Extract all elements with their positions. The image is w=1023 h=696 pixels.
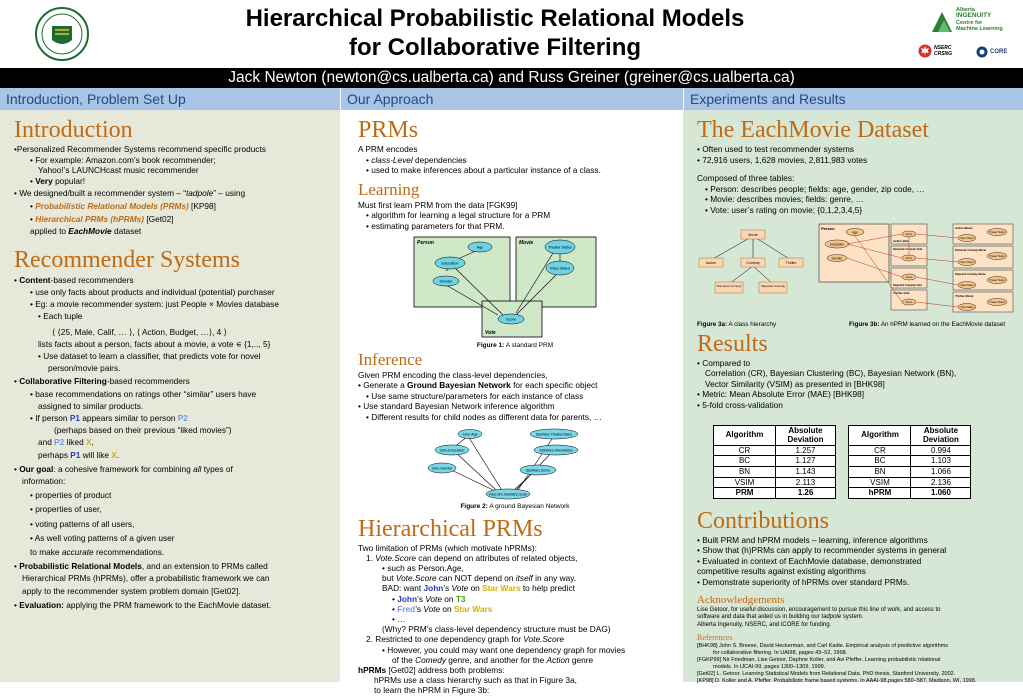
list-item: [FGKP99] Nir Friedman, Lise Getoor, Daphne Koller, and Avi Pfeffer. Learning probabilistic relational xyxy=(697,657,941,664)
svg-text:Movie: Movie xyxy=(748,232,758,237)
svg-text:Video Status: Video Status xyxy=(549,266,571,271)
section-header-right: Experiments and Results xyxy=(683,88,1023,110)
nserc-maple-icon xyxy=(918,44,932,58)
figure-3-hprm xyxy=(697,222,1021,320)
svg-text:Score: Score xyxy=(506,317,516,322)
svg-text:Romantic Comedy-Movie: Romantic Comedy-Movie xyxy=(955,248,986,252)
acknowledgements-text: Lise Getoor, for useful discussion, encouragement to pursue this line of work, and access to software and data that aided us in building our tadpole system. Alberta Ingenuity, NSERC, and iCORE for funding. xyxy=(697,606,941,628)
icore-logo-icon xyxy=(976,46,988,58)
results-table-hprm: Algorithm Absolute Deviation CR 0.994 BC 1.103 BN 1.066 VSIM 2.136 hPRM 1.060 xyxy=(848,425,971,499)
references-list xyxy=(697,643,1017,685)
svg-text:Theater Status: Theater Status xyxy=(989,254,1005,258)
figure-3a-caption: Figure 3a: A class hierarchy xyxy=(697,320,777,328)
contributions-text: • Built PRM and hPRM models – learning, inference algorithms • Show that (h)PRMs can apply to recommender systems in general • Evaluated in context of EachMovie database, demonstrated competitive results against existing algorithms • Demonstrate superiority of hPRMs over standard PRMs. xyxy=(697,534,947,588)
list-item: [Get02] L. Getoor. Learning Statistical Models from Relational Data. PhD thesis, Stanford University, 2002. xyxy=(697,671,956,678)
svg-text:Comedy: Comedy xyxy=(746,260,760,265)
results-tables xyxy=(697,425,1017,499)
acknowledgements-heading: Acknowledgements xyxy=(697,593,785,606)
column-introduction xyxy=(0,110,340,682)
svg-text:John.Education: John.Education xyxy=(439,448,465,453)
table-row: VSIM 2.113 xyxy=(714,477,836,488)
learning-text: Must first learn PRM from the data [FGK99] • algorithm for learning a legal structure for a PRM • estimating parameters for that PRM. xyxy=(358,199,551,231)
svg-text:StarWars.TheaterStatus: StarWars.TheaterStatus xyxy=(535,432,573,437)
contributions-heading: Contributions xyxy=(697,507,830,534)
svg-text:Thriller: Thriller xyxy=(785,260,797,265)
svg-text:Age: Age xyxy=(476,245,484,250)
university-seal-logo xyxy=(34,6,90,62)
svg-text:John.Gender: John.Gender xyxy=(431,466,453,471)
figure-2-caption: Figure 2: A ground Bayesian Network xyxy=(460,502,570,510)
table-row: BN 1.066 xyxy=(849,466,971,477)
title-line-2: for Collaborative Filtering xyxy=(348,34,642,61)
person-class-box xyxy=(414,237,510,307)
dataset-text: • Often used to test recommender systems • 72,916 users, 1,628 movies, 2,811,983 votes Composed of three tables: • Person: describes people; fields: age, gender, zip code, … • Movie: describes movies; fields: genre, … • Vote: user’s rating on movie; {0,1,2,3,4,5} xyxy=(697,144,925,215)
svg-text:Video Status: Video Status xyxy=(960,305,974,309)
recommender-text: • Content-based recommenders • use only facts about products and individual (potential) purchaser • Eg: a movie recommender system: just People × Movies database • Each tuple ⟨ ⟨25, Male, Calif, … ⟩, ⟨ Action, Budget, …⟩, 4 ⟩ lists facts about a person, facts about a movie, a vote ∊ {1,.., 5} • Use dataset to learn a classifier, that predicts vote for novel person/movie pairs. • Collaborative Filtering-based recommenders • base recommendations on ratings other “similar” users have assigned to similar products. • If person P1 appears similar to person P2 (perhaps based on their previous “liked movies”) and P2 liked X, perhaps P1 will like X. • Our goal: a cohesive framework for combining all types of information: • properties of product • properties of user, • voting patterns of all users, • As well voting patterns of a given user to make accurate recommendations. • Probabilistic Relational Models, and an extension to PRMs called Hierarchical PRMs (hPRMs), offer a probabilistic framework we can apply to the recommender system problem domain [Get02]. • Evaluation: applying the PRM framework to the EachMovie dataset. xyxy=(14,274,279,610)
svg-text:Video Status: Video Status xyxy=(960,260,974,264)
svg-text:Slapstick Comedy-Vote: Slapstick Comedy-Vote xyxy=(893,283,922,287)
learning-heading: Learning xyxy=(358,179,420,199)
svg-text:Person: Person xyxy=(821,225,835,231)
table-row: VSIM 2.136 xyxy=(849,477,971,488)
svg-text:Romantic Comedy: Romantic Comedy xyxy=(716,283,742,288)
title-line-1: Hierarchical Probabilistic Relational Models xyxy=(245,5,745,32)
svg-text:Score: Score xyxy=(905,300,913,304)
svg-text:Video Status: Video Status xyxy=(960,283,974,287)
figure-3a-class-hierarchy xyxy=(699,230,803,293)
svg-text:Thriller-Vote: Thriller-Vote xyxy=(893,290,910,295)
icore-text: CORE xyxy=(990,49,1008,55)
figure-1-standard-prm xyxy=(358,235,670,341)
figure-3-captions xyxy=(697,320,1017,330)
figure-3b-caption: Figure 3b: An hPRM learned on the EachMovie dataset xyxy=(849,320,1006,328)
dataset-heading: The EachMovie Dataset xyxy=(697,117,929,143)
svg-text:Education: Education xyxy=(829,241,845,246)
hprm-heading: Hierarchical PRMs xyxy=(358,515,543,542)
svg-text:Action-Vote: Action-Vote xyxy=(893,238,909,243)
alberta-ingenuity-logo xyxy=(930,8,954,34)
inference-text: Given PRM encoding the class-level dependencies, • Generate a Ground Bayesian Network for each specific object • Use same structure/parameters for each instance of class • Use standard Bayesian Network inference algorithm • Different results for child nodes as different data for parents, … xyxy=(358,369,602,422)
table-row: hPRM 1.060 xyxy=(849,488,971,499)
list-item: [KP98] D. Koller and A. Pfeffer. Probabilistic frame based systems. In AAAI-98,pages 580–587, Madison, WI, 1998. xyxy=(697,678,977,685)
svg-text:Score: Score xyxy=(905,275,913,279)
column-experiments xyxy=(683,110,1023,685)
svg-text:Vote(John,StarWars).Score: Vote(John,StarWars).Score xyxy=(488,492,528,497)
poster-title xyxy=(150,4,840,62)
poster-header xyxy=(0,0,1023,68)
hprm-text: Two limitation of PRMs (which motivate hPRMs): 1. Vote.Score can depend on attributes of related objects, • such as Person.Age, but Vote.Score can NOT depend on itself in any way. BAD: want John’s Vote on Star Wars to help predict • John’s Vote on T3 • Fred’s Vote on Star Wars • … (Why? PRM’s class-level dependency structure must be DAG) 2. Restricted to one dependency graph for Vote.Score • However, you could may want one dependency graph for movies of the Comedy genre, and another for the Action genre hPRMs [Get02] address both problems: hPRMs use a class hierarchy such as that in Figure 3a, to learn the hPRM in Figure 3b: xyxy=(358,542,626,696)
authors-bar: Jack Newton (newton@cs.ualberta.ca) and Russ Greiner (greiner@cs.ualberta.ca) xyxy=(0,68,1023,88)
table-row: CR 1.257 xyxy=(714,445,836,456)
fig3b-vote-boxes xyxy=(891,224,927,310)
fig3b-movie-boxes xyxy=(953,224,1013,312)
results-heading: Results xyxy=(697,330,768,357)
svg-text:Theater Status: Theater Status xyxy=(989,278,1005,282)
svg-text:John.Age: John.Age xyxy=(462,432,478,437)
svg-text:Theater Status: Theater Status xyxy=(989,300,1005,304)
svg-text:Video Status: Video Status xyxy=(960,236,974,240)
section-header-left: Introduction, Problem Set Up xyxy=(0,88,340,110)
sponsor-logos xyxy=(928,4,1020,68)
svg-text:Gender: Gender xyxy=(439,279,453,284)
intro-heading: Introduction xyxy=(14,117,133,143)
table-row: CR 0.994 xyxy=(849,445,971,456)
list-item: models. In IJCAI-99, pages 1300–1309, 1999. xyxy=(713,664,826,671)
svg-text:Score: Score xyxy=(905,256,913,260)
svg-text:Gender: Gender xyxy=(831,255,843,260)
figure-3b-learned-hprm xyxy=(819,224,1013,312)
svg-text:Action-Movie: Action-Movie xyxy=(955,225,973,230)
table-row: BC 1.127 xyxy=(714,456,836,467)
svg-text:Score: Score xyxy=(905,232,913,236)
svg-text:Education: Education xyxy=(441,261,459,266)
svg-text:Thriller-Movie: Thriller-Movie xyxy=(955,293,974,298)
svg-text:Theater Status: Theater Status xyxy=(548,245,572,250)
fig1-movie-label: Movie xyxy=(519,239,534,246)
column-approach xyxy=(340,110,682,696)
list-item: for collaborative filtering. In UAI98, pages 43–52, 1998. xyxy=(713,650,848,657)
nserc-text: NSERC CRSNG xyxy=(934,45,953,57)
prm-text: A PRM encodes • class-Level dependencies • used to make inferences about a particular instance of a class. xyxy=(358,144,601,176)
fig1-vote-label: Vote xyxy=(485,329,496,336)
figure-1-caption: Figure 1: A standard PRM xyxy=(476,341,554,349)
svg-text:Theater Status: Theater Status xyxy=(989,230,1005,234)
svg-text:Slapstick Comedy-Movie: Slapstick Comedy-Movie xyxy=(955,272,986,276)
svg-text:Romantic Comedy-Vote: Romantic Comedy-Vote xyxy=(893,247,923,251)
recommender-heading: Recommender Systems xyxy=(14,246,240,273)
table-row: PRM 1.26 xyxy=(714,488,836,499)
alberta-ingenuity-text: Alberta INGENUITY Centre for Machine Learning xyxy=(956,7,1003,33)
intro-text: •Personalized Recommender Systems recommend specific products • For example: Amazon.com’s book recommender; Yahoo!’s LAUNCHcast music recommender • Very popular! • We designed/built a recommender system – “tadpole” – using • Probabilistic Relational Models (PRMs) [KP98] • Hierarchical PRMs (hPRMs) [Get02] applied to EachMovie dataset xyxy=(14,144,266,237)
results-table-prm: Algorithm Absolute Deviation CR 1.257 BC 1.127 BN 1.143 VSIM 2.113 PRM 1.26 xyxy=(713,425,836,499)
svg-text:StarWars.VideoStatus: StarWars.VideoStatus xyxy=(539,448,573,453)
prm-heading: PRMs xyxy=(358,117,419,143)
svg-text:Age: Age xyxy=(852,229,858,234)
section-header-middle: Our Approach xyxy=(340,88,683,110)
list-item: [BHK98] John S. Breese, David Heckerman, and Carl Kadie. Empirical analysis of predictive algorithms xyxy=(697,643,948,650)
fig1-person-label: Person xyxy=(417,239,434,246)
table-row: BN 1.143 xyxy=(714,466,836,477)
svg-text:Action: Action xyxy=(706,260,716,265)
svg-text:StarWars.Genre: StarWars.Genre xyxy=(525,468,551,473)
results-text: • Compared to Correlation (CR), Bayesian Clustering (BC), Bayesian Network (BN), Vector Similarity (VSIM) as presented in [BHK98] • Metric: Mean Absolute Error (MAE) [BHK98] • 5-fold cross-validation xyxy=(697,357,957,410)
references-heading: References xyxy=(697,633,733,643)
svg-text:Slapstick Comedy: Slapstick Comedy xyxy=(760,283,786,288)
table-row: BC 1.103 xyxy=(849,456,971,467)
figure-2-ground-bayesian-network xyxy=(358,426,670,502)
inference-heading: Inference xyxy=(358,349,423,369)
